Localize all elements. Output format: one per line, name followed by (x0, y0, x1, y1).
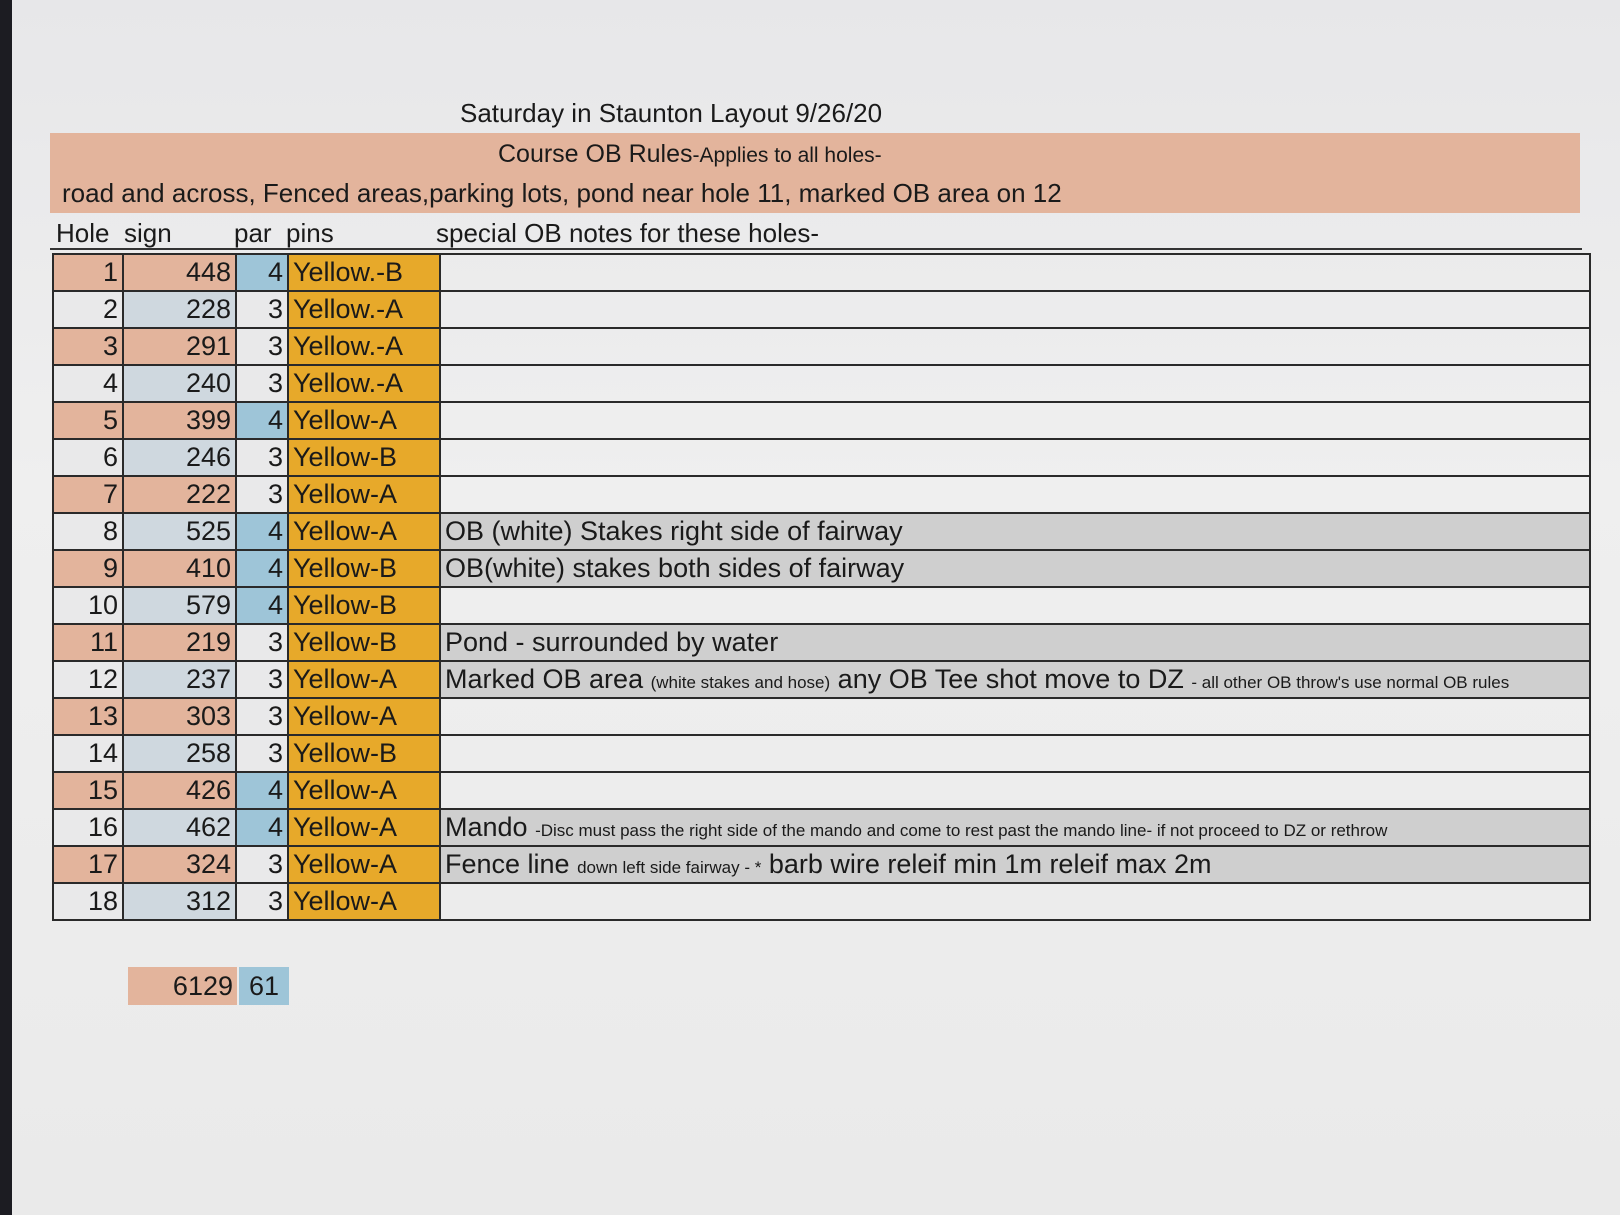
hole-number: 9 (53, 550, 123, 587)
note-text: Mando (445, 812, 528, 842)
table-row (53, 328, 1590, 365)
table-row (53, 809, 1590, 846)
hole-pins: Yellow-A (288, 883, 440, 920)
note-text: OB (white) Stakes right side of fairway (445, 516, 903, 546)
hole-pins: Yellow.-A (288, 291, 440, 328)
table-row (53, 735, 1590, 772)
header-par: par (234, 218, 272, 248)
hole-number: 12 (53, 661, 123, 698)
hole-par: 3 (236, 291, 288, 328)
hole-pins: Yellow.-A (288, 365, 440, 402)
hole-par: 3 (236, 624, 288, 661)
table-row (53, 550, 1590, 587)
table-row (53, 254, 1590, 291)
hole-par: 4 (236, 402, 288, 439)
hole-par: 3 (236, 883, 288, 920)
hole-pins: Yellow-A (288, 661, 440, 698)
table-row (53, 883, 1590, 920)
header-pins: pins (286, 218, 334, 248)
hole-distance: 303 (123, 698, 236, 735)
note-text: OB(white) stakes both sides of fairway (445, 553, 905, 583)
hole-distance: 237 (123, 661, 236, 698)
hole-number: 8 (53, 513, 123, 550)
note-text: Marked OB area (445, 664, 644, 694)
note-text: -Disc must pass the right side of the mando and come to rest past the mando line- if not proceed to DZ or rethrow (535, 821, 1388, 840)
hole-par: 4 (236, 550, 288, 587)
hole-ob-note (440, 476, 1590, 513)
hole-ob-note (440, 883, 1590, 920)
hole-number: 14 (53, 735, 123, 772)
hole-ob-note (440, 624, 1590, 661)
hole-number: 13 (53, 698, 123, 735)
table-row (53, 624, 1590, 661)
hole-distance: 222 (123, 476, 236, 513)
hole-pins: Yellow.-B (288, 254, 440, 291)
hole-pins: Yellow-B (288, 735, 440, 772)
note-text: - all other OB throw's use normal OB rules (1191, 673, 1510, 692)
hole-number: 2 (53, 291, 123, 328)
hole-distance: 448 (123, 254, 236, 291)
header-hole: Hole (56, 218, 110, 248)
hole-par: 3 (236, 698, 288, 735)
table-row (53, 291, 1590, 328)
hole-ob-note (440, 328, 1590, 365)
hole-par: 4 (236, 772, 288, 809)
hole-number: 3 (53, 328, 123, 365)
total-distance: 6129 (128, 967, 237, 1005)
hole-ob-note (440, 735, 1590, 772)
hole-number: 11 (53, 624, 123, 661)
hole-distance: 246 (123, 439, 236, 476)
note-text: Fence line (445, 849, 570, 879)
hole-distance: 324 (123, 846, 236, 883)
table-row (53, 439, 1590, 476)
hole-ob-note (440, 587, 1590, 624)
hole-distance: 291 (123, 328, 236, 365)
header-notes: special OB notes for these holes- (436, 218, 819, 248)
hole-distance: 579 (123, 587, 236, 624)
hole-par: 3 (236, 476, 288, 513)
hole-pins: Yellow-B (288, 550, 440, 587)
hole-pins: Yellow-A (288, 513, 440, 550)
hole-pins: Yellow-A (288, 809, 440, 846)
hole-par: 4 (236, 513, 288, 550)
hole-pins: Yellow-A (288, 476, 440, 513)
hole-ob-note (440, 809, 1590, 846)
header-rule (50, 248, 1582, 250)
hole-number: 5 (53, 402, 123, 439)
table-row (53, 772, 1590, 809)
hole-pins: Yellow-A (288, 402, 440, 439)
holes-table (52, 253, 1591, 921)
note-text: any OB Tee shot move to DZ (837, 664, 1184, 694)
hole-number: 7 (53, 476, 123, 513)
hole-ob-note (440, 291, 1590, 328)
hole-par: 4 (236, 254, 288, 291)
table-row (53, 698, 1590, 735)
ob-rules-text: road and across, Fenced areas,parking lots, pond near hole 11, marked OB area on 12 (62, 178, 1062, 208)
hole-pins: Yellow-A (288, 846, 440, 883)
hole-ob-note (440, 513, 1590, 550)
hole-ob-note (440, 661, 1590, 698)
hole-distance: 219 (123, 624, 236, 661)
table-row (53, 513, 1590, 550)
hole-number: 1 (53, 254, 123, 291)
hole-par: 3 (236, 846, 288, 883)
hole-number: 15 (53, 772, 123, 809)
hole-ob-note (440, 846, 1590, 883)
note-text: down left side fairway - * (577, 858, 762, 877)
hole-par: 3 (236, 328, 288, 365)
hole-distance: 312 (123, 883, 236, 920)
hole-distance: 228 (123, 291, 236, 328)
hole-number: 4 (53, 365, 123, 402)
hole-ob-note (440, 439, 1590, 476)
ob-rules-heading-suffix: -Applies to all holes- (692, 144, 882, 167)
note-text: Pond - surrounded by water (445, 627, 779, 657)
table-row (53, 661, 1590, 698)
table-row (53, 587, 1590, 624)
hole-pins: Yellow-B (288, 624, 440, 661)
hole-pins: Yellow-B (288, 587, 440, 624)
hole-distance: 258 (123, 735, 236, 772)
table-row (53, 846, 1590, 883)
hole-pins: Yellow-A (288, 698, 440, 735)
hole-ob-note (440, 550, 1590, 587)
page-title: Saturday in Staunton Layout 9/26/20 (460, 98, 883, 128)
hole-number: 16 (53, 809, 123, 846)
table-row (53, 402, 1590, 439)
hole-par: 3 (236, 661, 288, 698)
hole-ob-note (440, 772, 1590, 809)
hole-pins: Yellow.-A (288, 328, 440, 365)
hole-number: 18 (53, 883, 123, 920)
hole-ob-note (440, 402, 1590, 439)
table-row (53, 476, 1590, 513)
hole-par: 3 (236, 365, 288, 402)
ob-rules-heading (498, 140, 882, 169)
hole-pins: Yellow-A (288, 772, 440, 809)
header-sign: sign (124, 218, 172, 248)
hole-par: 3 (236, 439, 288, 476)
hole-ob-note (440, 365, 1590, 402)
total-par: 61 (239, 967, 289, 1005)
hole-number: 6 (53, 439, 123, 476)
table-row (53, 365, 1590, 402)
hole-par: 4 (236, 587, 288, 624)
note-text: barb wire releif min 1m releif max 2m (768, 849, 1212, 879)
hole-number: 17 (53, 846, 123, 883)
hole-ob-note (440, 698, 1590, 735)
hole-distance: 240 (123, 365, 236, 402)
hole-distance: 410 (123, 550, 236, 587)
hole-number: 10 (53, 587, 123, 624)
hole-par: 3 (236, 735, 288, 772)
hole-ob-note (440, 254, 1590, 291)
hole-pins: Yellow-B (288, 439, 440, 476)
hole-par: 4 (236, 809, 288, 846)
hole-distance: 426 (123, 772, 236, 809)
ob-rules-heading-main: Course OB Rules (498, 140, 693, 168)
hole-distance: 525 (123, 513, 236, 550)
note-text: (white stakes and hose) (650, 673, 831, 692)
hole-distance: 462 (123, 809, 236, 846)
hole-distance: 399 (123, 402, 236, 439)
